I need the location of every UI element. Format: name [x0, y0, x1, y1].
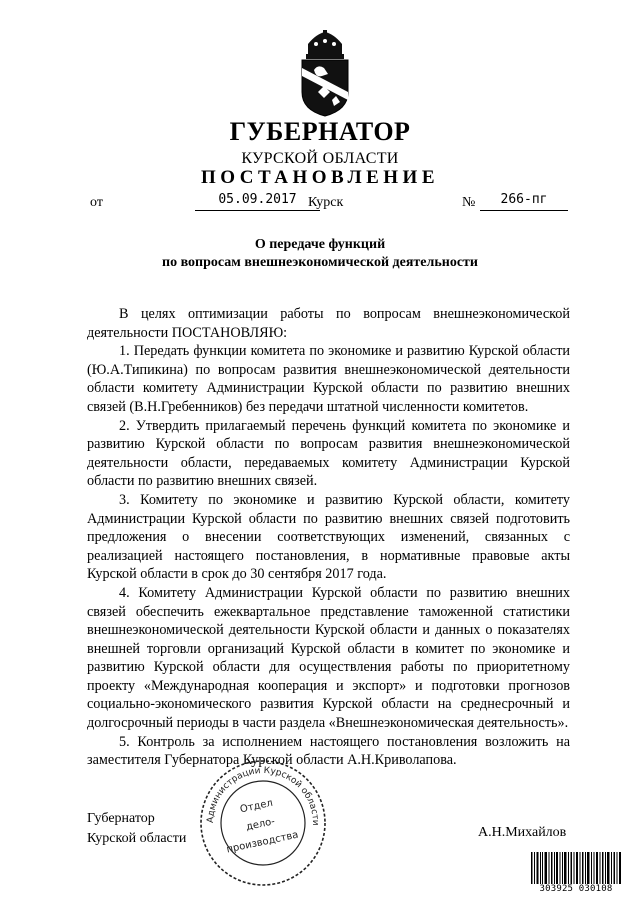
body-paragraph: 4. Комитету Администрации Курской области по развитию внешних связей обеспечить ежеквартальное представление таможенной статистики внешнеэкономической деятельности Курской области и данных о показателях внешней торговли организаций Курской области в комитет по экономике и развитию Курской области для осуществления работы по приоритетному проекту «Международная кооперация и экспорт» и подготовки прогнозов социально-экономического развития Курской области на среднесрочный и долгосрочный периоды в части раздела «Внешнеэкономическая деятельность».	[87, 584, 570, 732]
body-paragraph: 1. Передать функции комитета по экономике и развитию Курской области (Ю.А.Типикина) по вопросам развития внешнеэкономической деятельности области комитету Администрации Курской области по развитию внешних связей (В.Н.Гребенников) без передачи штатной численности комитетов.	[87, 343, 570, 415]
subject-line-2: по вопросам внешнеэкономической деятельности	[162, 255, 478, 270]
body-paragraph: В целях оптимизации работы по вопросам внешнеэкономической деятельности ПОСТАНОВЛЯЮ:	[87, 306, 570, 341]
document-type: ПОСТАНОВЛЕНИЕ	[200, 167, 440, 188]
signatory-position-line-1: Губернатор	[87, 811, 155, 826]
signatory-position-line-2: Курской области	[87, 831, 187, 846]
decree-city: Курск	[308, 195, 344, 210]
issuer-region: КУРСКОЙ ОБЛАСТИ	[241, 150, 399, 167]
issuer-title: ГУБЕРНАТОР	[229, 117, 411, 146]
barcode-icon	[531, 852, 621, 884]
number-field	[462, 192, 548, 211]
stamp-center-line-1: Отдел	[239, 797, 274, 816]
date-field	[90, 192, 297, 211]
number-label: №	[462, 195, 476, 210]
body-paragraph: 3. Комитету по экономике и развитию Курской области, комитету Администрации Курской области по развитию внешних связей подготовить предложения о внесении соответствующих изменений, связанных с реализацией настоящего постановления, в нормативные правовые акты Курской области в срок до 30 сентября 2017 года.	[87, 491, 570, 583]
decree-date: 05.09.2017	[195, 192, 320, 211]
signatory-position	[87, 809, 186, 849]
svg-text:Администрации Курской области	[206, 766, 320, 826]
decree-body	[87, 305, 570, 770]
body-paragraph: 2. Утвердить прилагаемый перечень функций комитета по экономике и развитию Курской области по вопросам развития внешнеэкономической деятельности области, передаваемых комитету Администрации Курской области по развитию внешних связей.	[87, 417, 570, 490]
signatory-name: А.Н.Михайлов	[478, 825, 567, 840]
decree-subject	[0, 236, 640, 272]
decree-number: 266-пг	[480, 192, 568, 211]
round-stamp-icon	[197, 757, 329, 889]
stamp-ring-text: Администрации Курской области	[205, 765, 321, 826]
coat-of-arms-icon	[296, 30, 354, 118]
stamp-center-line-2: дело-	[245, 816, 276, 833]
barcode-number: 303925 030108	[539, 884, 613, 894]
date-label: от	[90, 195, 103, 210]
subject-line-1: О передаче функций	[254, 237, 386, 252]
body-paragraph: 5. Контроль за исполнением настоящего постановления возложить на заместителя Губернатора Курской области А.Н.Криволапова.	[87, 733, 570, 769]
stamp-center-line-3: производства	[225, 829, 300, 856]
